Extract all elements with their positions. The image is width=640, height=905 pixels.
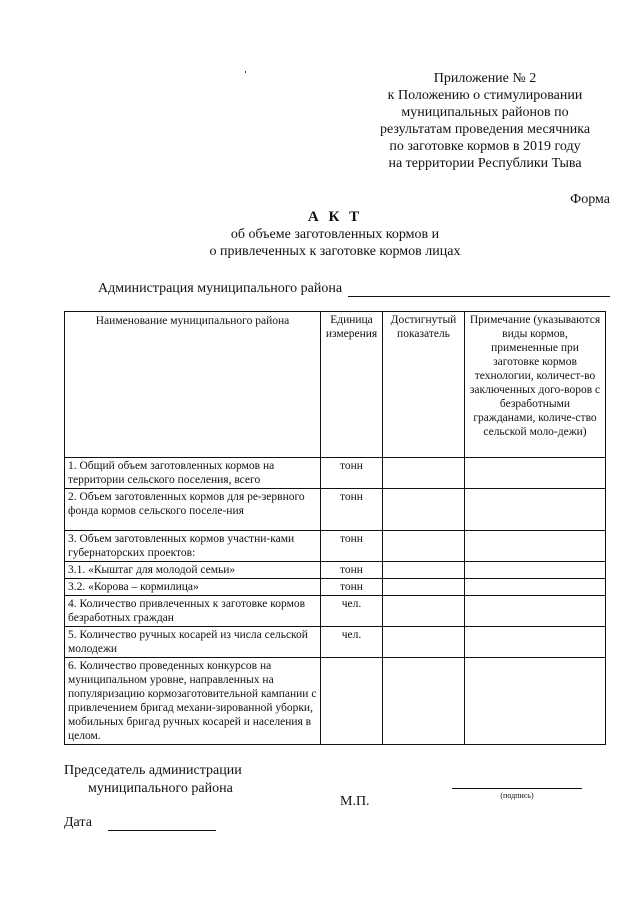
- row-name: 4. Количество привлеченных к заготовке кормов безработных граждан: [65, 596, 321, 627]
- annex-line: на территории Республики Тыва: [388, 156, 582, 171]
- row-unit: [321, 658, 383, 745]
- date-input-line[interactable]: [108, 816, 216, 831]
- row-achieved-cell[interactable]: [383, 627, 465, 658]
- scan-speck: [245, 71, 246, 73]
- signature-line[interactable]: [452, 788, 582, 789]
- annex-line: результатам проведения месячника: [379, 122, 591, 137]
- annex-line: муниципальных районов по: [401, 105, 569, 120]
- row-note-cell[interactable]: [465, 489, 606, 531]
- row-name: 5. Количество ручных косарей из числа сельской молодежи: [65, 627, 321, 658]
- row-achieved-cell[interactable]: [383, 596, 465, 627]
- row-unit: тонн: [321, 531, 383, 562]
- report-table: [64, 311, 606, 745]
- table-header-row: [65, 312, 606, 458]
- table-row: [65, 562, 606, 579]
- row-name: 1. Общий объем заготовленных кормов на территории сельского поселения, всего: [65, 458, 321, 489]
- row-name: 3.2. «Корова – кормилица»: [65, 579, 321, 596]
- table-row: [65, 596, 606, 627]
- row-achieved-cell[interactable]: [383, 489, 465, 531]
- row-note-cell[interactable]: [465, 562, 606, 579]
- row-unit: тонн: [321, 458, 383, 489]
- signature-caption: (подпись): [500, 791, 534, 800]
- row-name: 6. Количество проведенных конкурсов на муниципальном уровне, направленных на популяризацию кормозаготовительной кампании с привлечением бригад механи-зированной уборки, мобильных бригад ручных косарей и населения в целом.: [65, 658, 321, 745]
- table-row: [65, 489, 606, 531]
- row-name: 3. Объем заготовленных кормов участни-ками губернаторских проектов:: [65, 531, 321, 562]
- annex-line: Приложение № 2: [433, 71, 537, 86]
- row-note-cell[interactable]: [465, 531, 606, 562]
- row-note-cell[interactable]: [465, 579, 606, 596]
- chair-title-line2: муниципального района: [88, 781, 233, 796]
- admin-label: Администрация муниципального района: [98, 281, 343, 296]
- document-title: [150, 209, 520, 260]
- row-note-cell[interactable]: [465, 596, 606, 627]
- header-note: Примечание (указываются виды кормов, примененные при заготовке кормов технологии, количест-во заключенных дого-воров с безработными гражданами, количе-ство сельской моло-дежи): [465, 312, 606, 458]
- row-achieved-cell[interactable]: [383, 531, 465, 562]
- row-name: 2. Объем заготовленных кормов для ре-зервного фонда кормов сельского поселе-ния: [65, 489, 321, 531]
- row-unit: чел.: [321, 596, 383, 627]
- row-achieved-cell[interactable]: [383, 562, 465, 579]
- row-note-cell[interactable]: [465, 658, 606, 745]
- row-unit: тонн: [321, 562, 383, 579]
- table-row: [65, 579, 606, 596]
- table-row: [65, 458, 606, 489]
- row-unit: чел.: [321, 627, 383, 658]
- admin-input-line[interactable]: [348, 282, 610, 297]
- row-note-cell[interactable]: [465, 458, 606, 489]
- annex-header: [360, 70, 610, 172]
- form-label: Форма: [570, 192, 610, 207]
- row-unit: тонн: [321, 579, 383, 596]
- table-row: [65, 627, 606, 658]
- header-name: Наименование муниципального района: [65, 312, 321, 458]
- date-label: Дата: [64, 815, 92, 830]
- annex-line: по заготовке кормов в 2019 году: [389, 139, 581, 154]
- header-unit: Единица измерения: [321, 312, 383, 458]
- row-achieved-cell[interactable]: [383, 458, 465, 489]
- row-achieved-cell[interactable]: [383, 658, 465, 745]
- header-achieved: Достигнутый показатель: [383, 312, 465, 458]
- annex-line: к Положению о стимулировании: [387, 88, 583, 103]
- admin-field: [98, 281, 610, 297]
- row-name: 3.1. «Кыштаг для молодой семьи»: [65, 562, 321, 579]
- title-main: А К Т: [307, 209, 363, 225]
- stamp-place: М.П.: [340, 794, 370, 809]
- row-achieved-cell[interactable]: [383, 579, 465, 596]
- date-field: [64, 815, 216, 831]
- chair-signature-block: [64, 762, 242, 798]
- table-row: [65, 658, 606, 745]
- title-line: о привлеченных к заготовке кормов лицах: [209, 244, 461, 259]
- title-line: об объеме заготовленных кормов и: [230, 227, 440, 242]
- row-note-cell[interactable]: [465, 627, 606, 658]
- row-unit: тонн: [321, 489, 383, 531]
- chair-title-line1: Председатель администрации: [64, 763, 242, 778]
- table-row: [65, 531, 606, 562]
